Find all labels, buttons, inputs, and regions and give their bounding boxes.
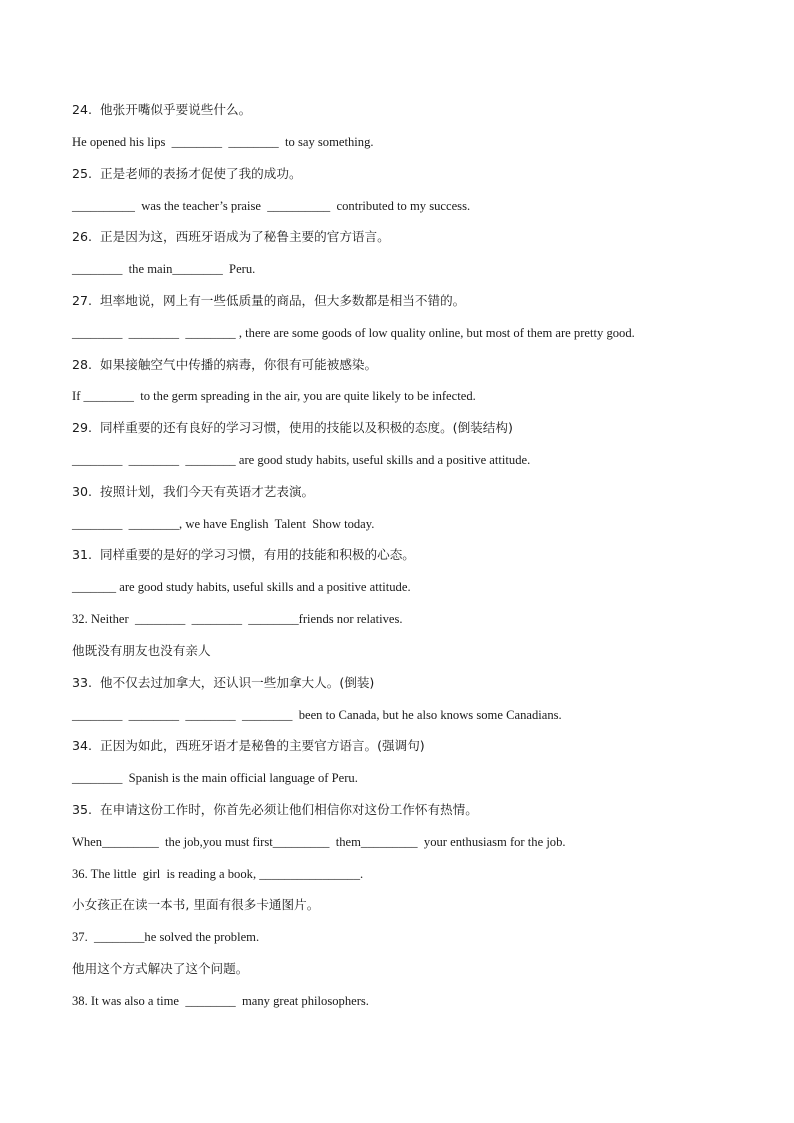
question-26-sentence: ________ the main________ Peru.: [72, 262, 256, 276]
question-33-prompt: 33. 他不仅去过加拿大，还认识一些加拿大人。(倒装): [72, 675, 375, 690]
question-29-prompt: 29. 同样重要的还有良好的学习习惯，使用的技能以及积极的态度。(倒装结构): [72, 420, 513, 435]
question-36-translation: 小女孩正在读一本书, 里面有很多卡通图片。: [72, 897, 320, 912]
question-31-prompt: 31. 同样重要的是好的学习习惯，有用的技能和积极的心态。: [72, 547, 415, 562]
question-34-prompt: 34. 正因为如此，西班牙语才是秘鲁的主要官方语言。(强调句): [72, 738, 425, 753]
question-25-prompt: 25. 正是老师的表扬才促使了我的成功。: [72, 166, 302, 181]
question-33-sentence: ________ ________ ________ ________ been to Canada, but he also knows some Canadians.: [72, 708, 562, 722]
question-37-sentence: 37. ________he solved the problem.: [72, 930, 260, 944]
question-25-sentence: __________ was the teacher’s praise __________ contributed to my success.: [72, 199, 471, 213]
question-38-sentence: 38. It was also a time ________ many great philosophers.: [72, 994, 369, 1008]
question-36-sentence: 36. The little girl is reading a book, ________________.: [72, 867, 364, 881]
question-28-sentence: If ________ to the germ spreading in the air, you are quite likely to be infected.: [72, 389, 476, 403]
question-27-sentence: ________ ________ ________ , there are some goods of low quality online, but most of them are pretty good.: [72, 326, 635, 340]
question-31-sentence: _______ are good study habits, useful skills and a positive attitude.: [72, 580, 411, 594]
question-35-sentence: When_________ the job,you must first_________ them_________ your enthusiasm for the job.: [72, 835, 566, 849]
question-34-sentence: ________ Spanish is the main official language of Peru.: [72, 771, 358, 785]
question-37-translation: 他用这个方式解决了这个问题。: [72, 961, 249, 976]
question-30-sentence: ________ ________, we have English Talent Show today.: [72, 517, 375, 531]
question-28-prompt: 28. 如果接触空气中传播的病毒，你很有可能被感染。: [72, 357, 378, 372]
question-32-sentence: 32. Neither ________ ________ ________friends nor relatives.: [72, 612, 403, 626]
question-27-prompt: 27. 坦率地说，网上有一些低质量的商品，但大多数都是相当不错的。: [72, 293, 466, 308]
question-32-translation: 他既没有朋友也没有亲人: [72, 643, 211, 658]
question-24-sentence: He opened his lips ________ ________ to say something.: [72, 135, 374, 149]
question-30-prompt: 30. 按照计划，我们今天有英语才艺表演。: [72, 484, 315, 499]
question-24-prompt: 24. 他张开嘴似乎要说些什么。: [72, 102, 252, 117]
question-26-prompt: 26. 正是因为这，西班牙语成为了秘鲁主要的官方语言。: [72, 229, 390, 244]
question-35-prompt: 35. 在申请这份工作时，你首先必须让他们相信你对这份工作怀有热情。: [72, 802, 478, 817]
question-29-sentence: ________ ________ ________ are good study habits, useful skills and a positive attitude.: [72, 453, 531, 467]
